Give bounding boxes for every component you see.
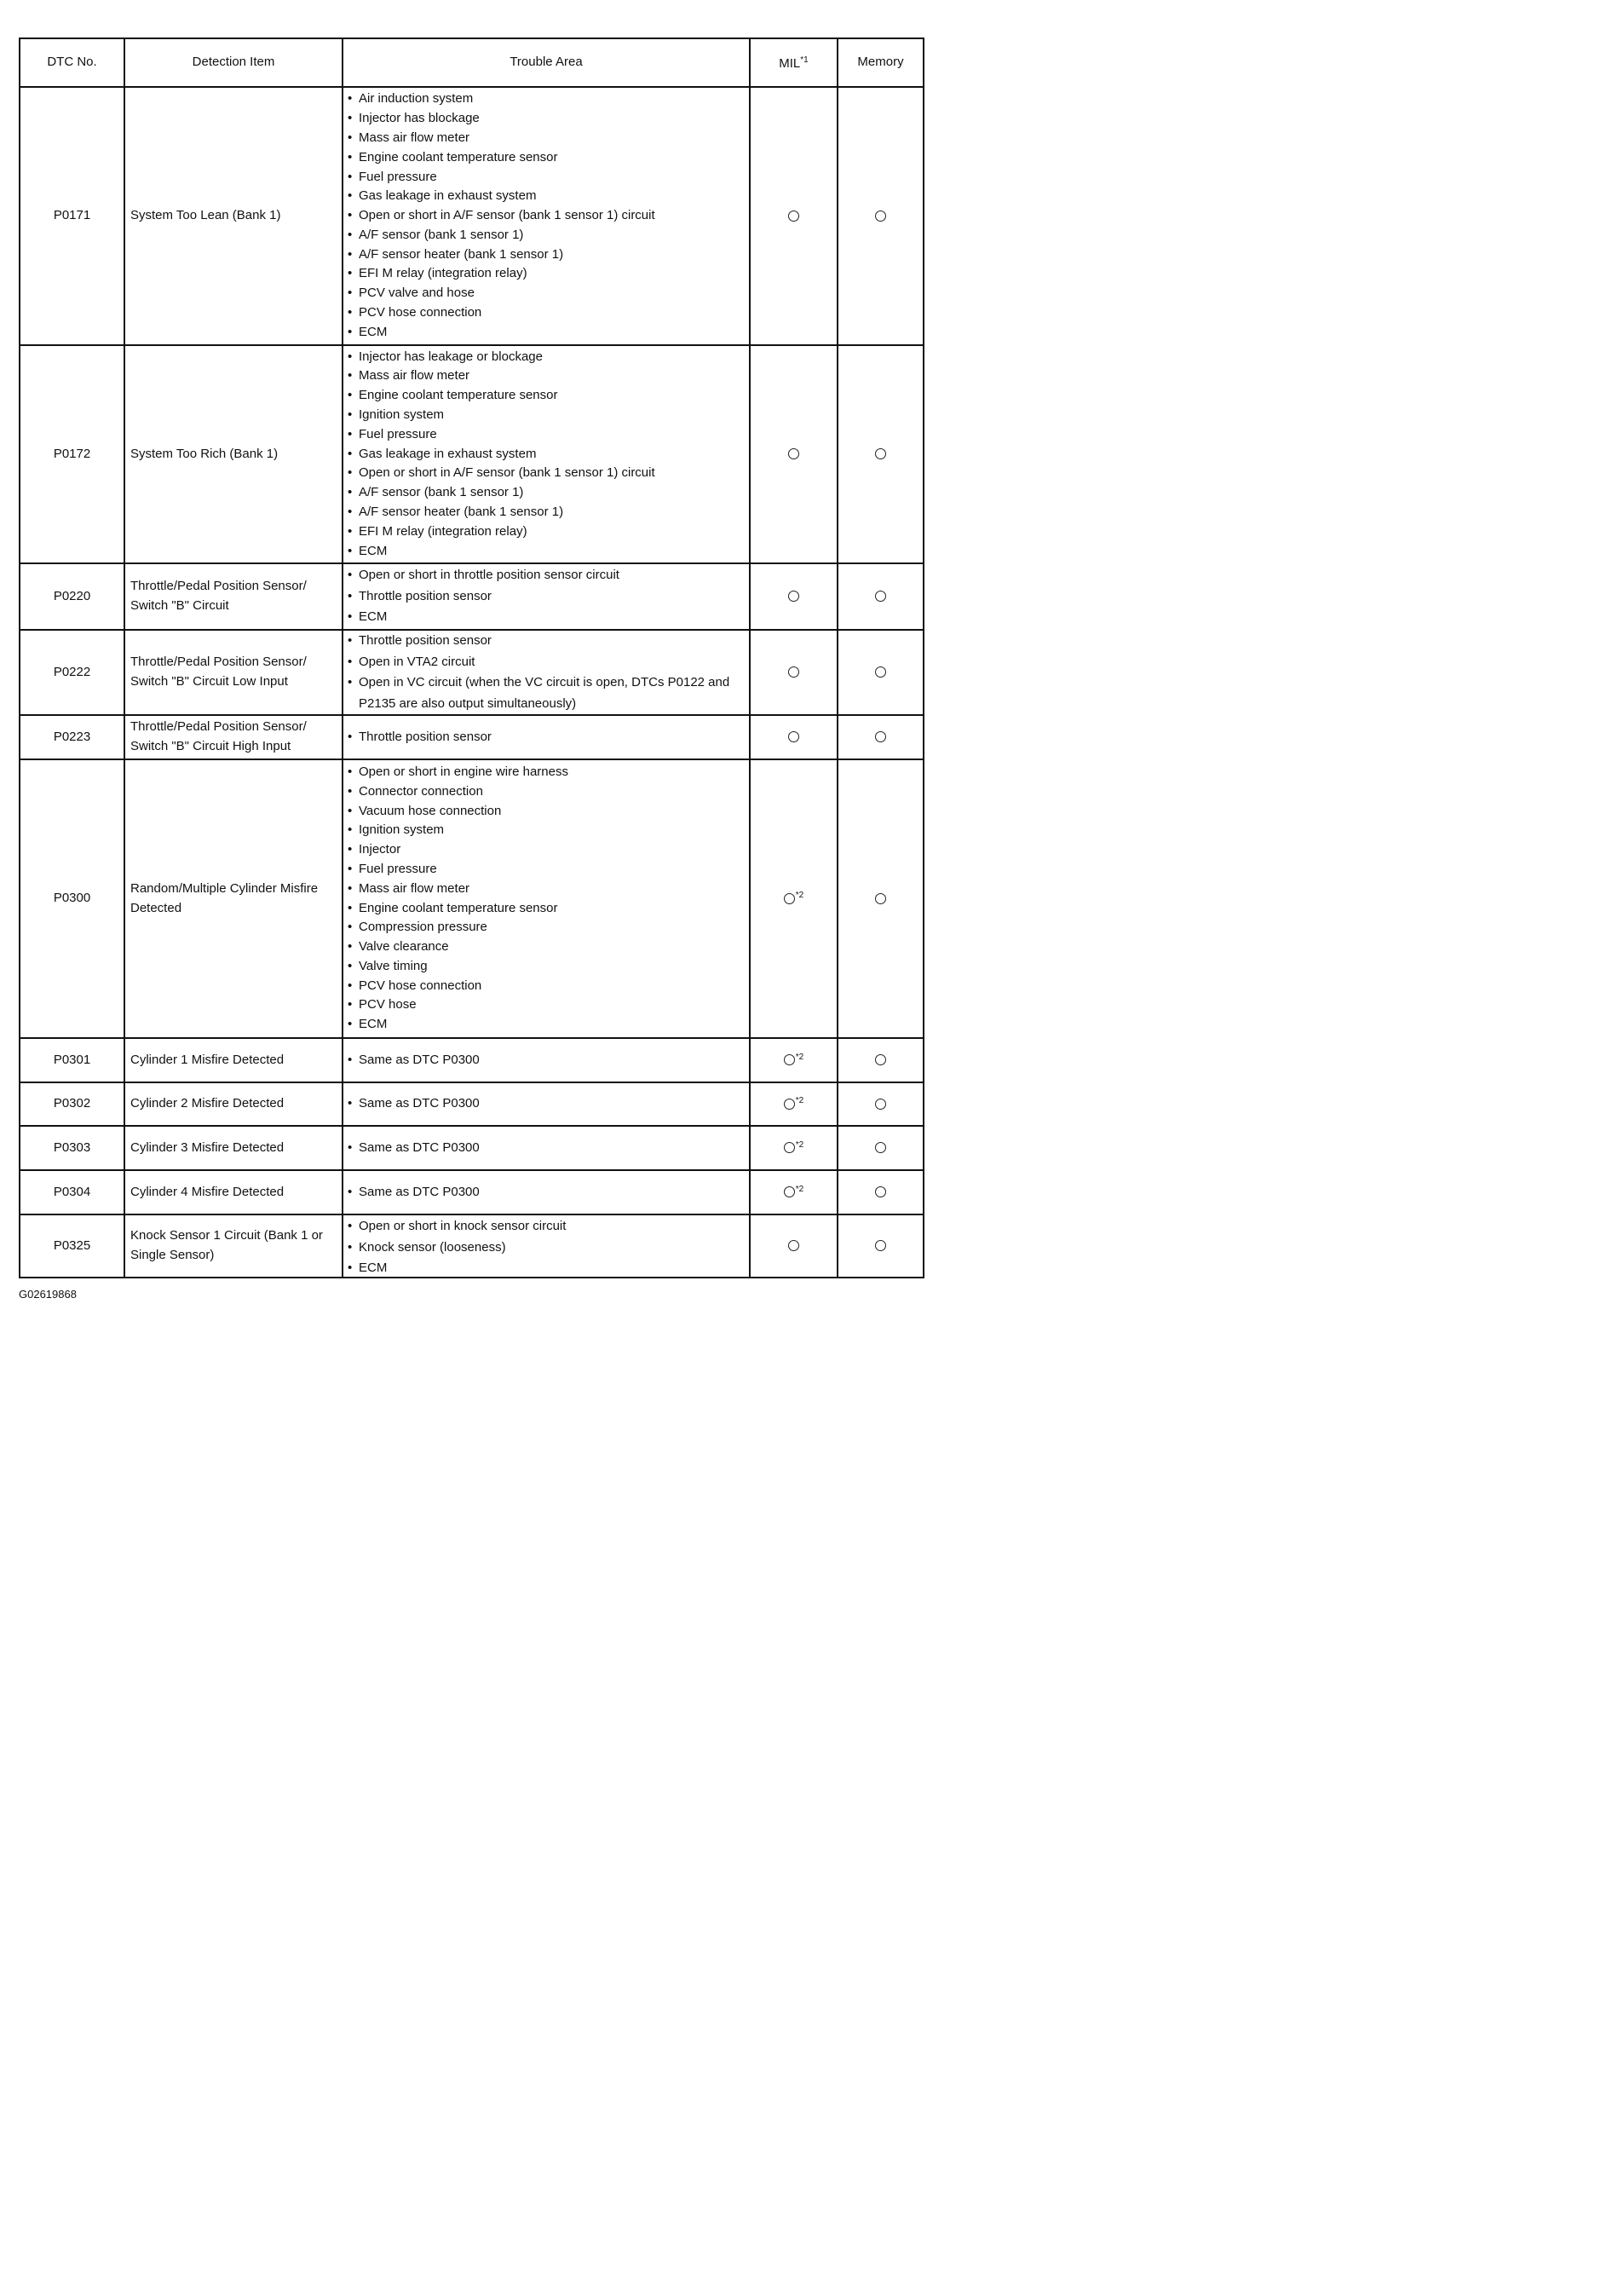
circle-mark-icon (788, 731, 799, 742)
trouble-item: • Mass air flow meter (348, 129, 746, 148)
trouble-item: • Ignition system (348, 821, 746, 840)
mil-footnote: *2 (795, 1139, 804, 1150)
trouble-item: • Engine coolant temperature sensor (348, 386, 746, 406)
table-row (20, 87, 924, 345)
trouble-item: • Fuel pressure (348, 425, 746, 445)
header-trouble-area: Trouble Area (343, 38, 750, 87)
circle-mark-icon (875, 591, 886, 602)
trouble-item: • Same as DTC P0300 (348, 1051, 746, 1070)
figure-id: G02619868 (19, 1288, 77, 1301)
memory-cell (838, 1214, 924, 1278)
mil-cell (750, 630, 838, 715)
circle-mark-icon (875, 1142, 886, 1153)
mil-cell (750, 1214, 838, 1278)
mil-footnote: *2 (795, 1096, 804, 1106)
circle-mark-icon (784, 893, 795, 904)
detection-item: System Too Rich (Bank 1) (124, 345, 343, 563)
trouble-item: • Throttle position sensor (348, 728, 746, 747)
trouble-item: • Fuel pressure (348, 168, 746, 187)
trouble-item: • Injector (348, 840, 746, 860)
header-detection-item: Detection Item (124, 38, 343, 87)
mil-footnote: *2 (795, 1184, 804, 1194)
header-row (20, 38, 924, 87)
trouble-item: • A/F sensor (bank 1 sensor 1) (348, 226, 746, 245)
trouble-item: • PCV valve and hose (348, 284, 746, 303)
trouble-list (348, 763, 746, 1035)
memory-cell (838, 759, 924, 1038)
trouble-list (348, 89, 746, 342)
detection-item: Cylinder 1 Misfire Detected (124, 1038, 343, 1082)
detection-item: Throttle/Pedal Position Sensor/ Switch "B" Circuit (124, 563, 343, 630)
table-row (20, 715, 924, 759)
trouble-item: • Injector has leakage or blockage (348, 348, 746, 367)
table-row (20, 1038, 924, 1082)
trouble-list (348, 631, 746, 714)
trouble-item: • ECM (348, 542, 746, 562)
memory-cell (838, 630, 924, 715)
trouble-item: • Open or short in knock sensor circuit (348, 1216, 746, 1237)
trouble-list (348, 728, 746, 747)
memory-cell (838, 1126, 924, 1170)
circle-mark-icon (875, 448, 886, 459)
trouble-item: • Connector connection (348, 782, 746, 802)
circle-mark-icon (788, 1240, 799, 1251)
circle-mark-icon (784, 1099, 795, 1110)
mil-cell (750, 87, 838, 345)
trouble-item: • Vacuum hose connection (348, 802, 746, 822)
trouble-area (343, 1126, 750, 1170)
trouble-item: • Mass air flow meter (348, 880, 746, 899)
dtc-code: P0325 (20, 1214, 124, 1278)
trouble-item: • Open or short in A/F sensor (bank 1 sensor 1) circuit (348, 464, 746, 483)
dtc-code: P0171 (20, 87, 124, 345)
memory-cell (838, 563, 924, 630)
trouble-item: • Knock sensor (looseness) (348, 1237, 746, 1259)
memory-cell (838, 87, 924, 345)
trouble-item: • Mass air flow meter (348, 366, 746, 386)
table-row (20, 1170, 924, 1214)
circle-mark-icon (875, 1186, 886, 1197)
detection-item: Random/Multiple Cylinder Misfire Detected (124, 759, 343, 1038)
table-row (20, 630, 924, 715)
trouble-item: • Air induction system (348, 89, 746, 109)
dtc-code: P0302 (20, 1082, 124, 1126)
mil-cell (750, 759, 838, 1038)
header-mil-footnote: *1 (800, 55, 809, 66)
table-row (20, 759, 924, 1038)
header-mil (750, 38, 838, 87)
circle-mark-icon (875, 731, 886, 742)
mil-cell (750, 563, 838, 630)
detection-item: Throttle/Pedal Position Sensor/ Switch "B" Circuit High Input (124, 715, 343, 759)
trouble-list (348, 1216, 746, 1277)
trouble-item: • Valve timing (348, 957, 746, 977)
trouble-item: • A/F sensor (bank 1 sensor 1) (348, 483, 746, 503)
trouble-list (348, 1051, 746, 1070)
trouble-item: • ECM (348, 607, 746, 628)
dtc-code: P0223 (20, 715, 124, 759)
table-row (20, 1214, 924, 1278)
trouble-item: • Open or short in throttle position sensor circuit (348, 565, 746, 586)
mil-footnote: *2 (795, 891, 804, 901)
circle-mark-icon (875, 1240, 886, 1251)
trouble-item: • Gas leakage in exhaust system (348, 445, 746, 464)
trouble-item: • Open or short in A/F sensor (bank 1 sensor 1) circuit (348, 206, 746, 226)
dtc-code: P0304 (20, 1170, 124, 1214)
trouble-item: • Open or short in engine wire harness (348, 763, 746, 782)
table-row (20, 345, 924, 563)
detection-item: Knock Sensor 1 Circuit (Bank 1 or Single Sensor) (124, 1214, 343, 1278)
mil-cell (750, 345, 838, 563)
trouble-item: • EFI M relay (integration relay) (348, 264, 746, 284)
circle-mark-icon (788, 448, 799, 459)
trouble-item: • Fuel pressure (348, 860, 746, 880)
trouble-area (343, 759, 750, 1038)
detection-item: Cylinder 3 Misfire Detected (124, 1126, 343, 1170)
trouble-item: • Gas leakage in exhaust system (348, 187, 746, 206)
memory-cell (838, 1170, 924, 1214)
trouble-area (343, 563, 750, 630)
trouble-item: • PCV hose (348, 995, 746, 1015)
dtc-code: P0172 (20, 345, 124, 563)
dtc-code: P0303 (20, 1126, 124, 1170)
trouble-item: • ECM (348, 1258, 746, 1277)
trouble-item: • Open in VTA2 circuit (348, 652, 746, 673)
trouble-list (348, 1183, 746, 1203)
dtc-code: P0301 (20, 1038, 124, 1082)
trouble-item: • Engine coolant temperature sensor (348, 899, 746, 919)
memory-cell (838, 345, 924, 563)
mil-cell (750, 1170, 838, 1214)
table-row (20, 1126, 924, 1170)
circle-mark-icon (784, 1142, 795, 1153)
trouble-area (343, 87, 750, 345)
trouble-item: • ECM (348, 323, 746, 343)
circle-mark-icon (788, 211, 799, 222)
trouble-item: • PCV hose connection (348, 977, 746, 996)
trouble-area (343, 1170, 750, 1214)
trouble-item: • PCV hose connection (348, 303, 746, 323)
circle-mark-icon (784, 1054, 795, 1065)
dtc-code: P0222 (20, 630, 124, 715)
circle-mark-icon (784, 1186, 795, 1197)
mil-cell (750, 1126, 838, 1170)
trouble-clip (348, 1215, 746, 1277)
trouble-area (343, 630, 750, 715)
trouble-item: • Same as DTC P0300 (348, 1183, 746, 1203)
trouble-item: • A/F sensor heater (bank 1 sensor 1) (348, 503, 746, 522)
circle-mark-icon (875, 1054, 886, 1065)
trouble-area (343, 1082, 750, 1126)
trouble-item: • Injector has blockage (348, 109, 746, 129)
trouble-item: • Same as DTC P0300 (348, 1139, 746, 1158)
trouble-area (343, 1214, 750, 1278)
trouble-area (343, 715, 750, 759)
mil-cell (750, 715, 838, 759)
circle-mark-icon (788, 591, 799, 602)
header-dtc-no: DTC No. (20, 38, 124, 87)
dtc-code: P0300 (20, 759, 124, 1038)
detection-item: System Too Lean (Bank 1) (124, 87, 343, 345)
dtc-code: P0220 (20, 563, 124, 630)
trouble-item: • Open in VC circuit (when the VC circuit is open, DTCs P0122 and P2135 are also output simultaneously) (348, 672, 746, 714)
trouble-area (343, 1038, 750, 1082)
circle-mark-icon (875, 666, 886, 678)
table-row (20, 563, 924, 630)
trouble-item: • A/F sensor heater (bank 1 sensor 1) (348, 245, 746, 265)
trouble-item: • Ignition system (348, 406, 746, 425)
circle-mark-icon (875, 893, 886, 904)
circle-mark-icon (875, 211, 886, 222)
header-mil-label: MIL (779, 56, 801, 72)
mil-cell (750, 1038, 838, 1082)
trouble-item: • EFI M relay (integration relay) (348, 522, 746, 542)
trouble-item: • Same as DTC P0300 (348, 1094, 746, 1114)
trouble-list (348, 1139, 746, 1158)
table-row (20, 1082, 924, 1126)
mil-footnote: *2 (795, 1052, 804, 1062)
trouble-list (348, 348, 746, 562)
dtc-table (19, 37, 924, 1278)
detection-item: Cylinder 2 Misfire Detected (124, 1082, 343, 1126)
trouble-item: • Valve clearance (348, 937, 746, 957)
memory-cell (838, 715, 924, 759)
mil-cell (750, 1082, 838, 1126)
trouble-item: • Compression pressure (348, 918, 746, 937)
trouble-item: • ECM (348, 1015, 746, 1035)
header-memory: Memory (838, 38, 924, 87)
memory-cell (838, 1082, 924, 1126)
trouble-list (348, 1094, 746, 1114)
trouble-area (343, 345, 750, 563)
circle-mark-icon (788, 666, 799, 678)
circle-mark-icon (875, 1099, 886, 1110)
detection-item: Cylinder 4 Misfire Detected (124, 1170, 343, 1214)
trouble-item: • Engine coolant temperature sensor (348, 148, 746, 168)
trouble-item: • Throttle position sensor (348, 586, 746, 608)
trouble-list (348, 565, 746, 628)
detection-item: Throttle/Pedal Position Sensor/ Switch "B" Circuit Low Input (124, 630, 343, 715)
memory-cell (838, 1038, 924, 1082)
trouble-item: • Throttle position sensor (348, 631, 746, 652)
